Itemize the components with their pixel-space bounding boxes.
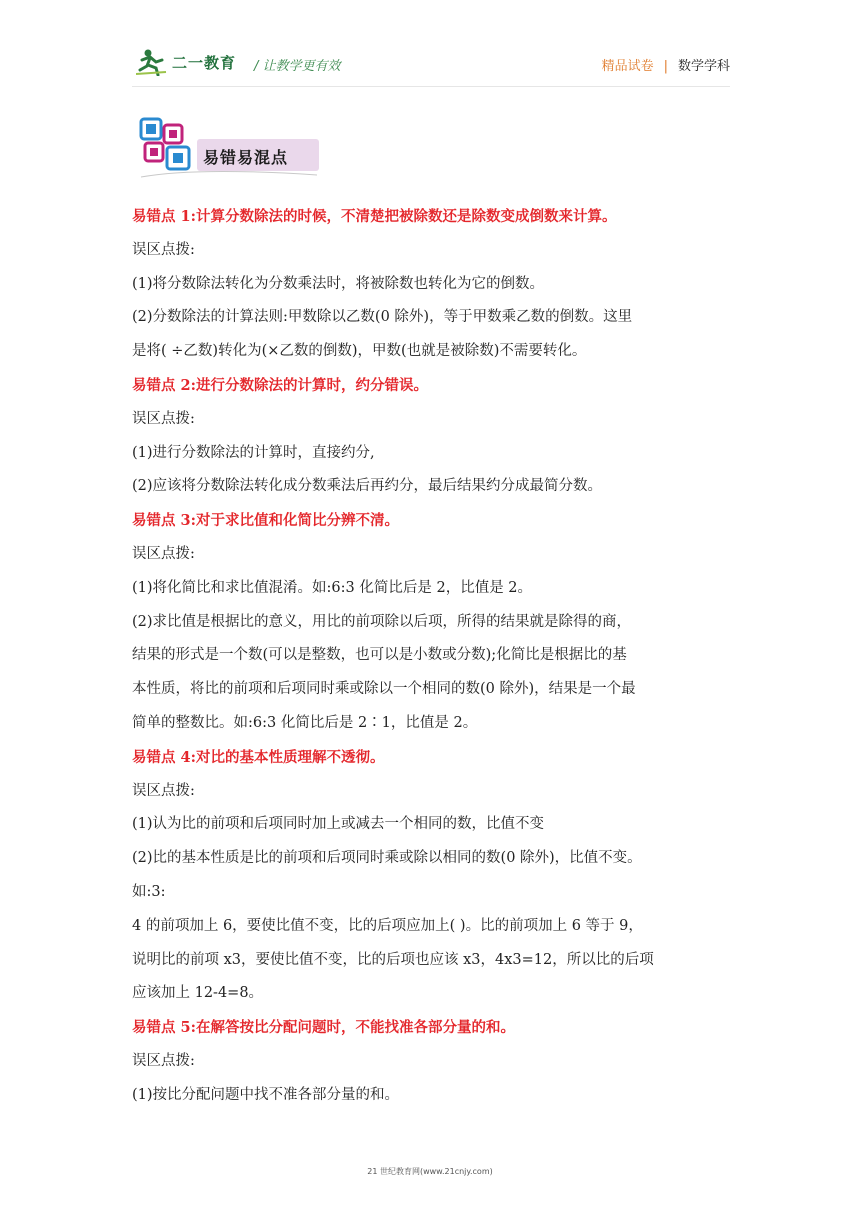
text-line: (2)求比值是根据比的意义，用比的前项除以后项，所得的结果就是除得的商，	[132, 613, 632, 630]
page-footer: 21 世纪教育网(www.21cnjy.com)	[367, 1167, 493, 1176]
text-line: (2)分数除法的计算法则:甲数除以乙数(0 除外)，等于甲数乘乙数的倒数。这里	[132, 309, 633, 326]
header-subject-name: 数学学科	[677, 59, 730, 74]
header-subject	[602, 55, 730, 74]
text-line: 简单的整数比。如:6:3 化简比后是 2∶1，比值是 2。	[132, 714, 478, 731]
section-title: 易错易混点	[203, 148, 289, 167]
text-line: 说明比的前项 x3，要使比值不变，比的后项也应该 x3，4x3=12，所以比的后项	[132, 951, 654, 968]
text-line: (2)应该将分数除法转化成分数乘法后再约分，最后结果约分成最简分数。	[132, 478, 603, 495]
text-line: (1)认为比的前项和后项同时加上或减去一个相同的数，比值不变	[132, 816, 545, 833]
text-line: 如:3:	[132, 883, 166, 900]
header-divider	[132, 86, 730, 87]
error-point-heading: 易错点 2:进行分数除法的计算时，约分错误。	[132, 376, 428, 394]
text-line: 误区点拨:	[132, 1052, 195, 1069]
page-header	[132, 42, 730, 82]
header-category: 精品试卷	[601, 59, 654, 74]
text-line: 误区点拨:	[132, 782, 195, 799]
text-line: 4 的前项加上 6，要使比值不变，比的后项应加上( )。比的前项加上 6 等于 9，	[132, 917, 643, 934]
slogan: / 让教学更有效	[254, 59, 341, 74]
text-line: (1)将化简比和求比值混淆。如:6:3 化简比后是 2，比值是 2。	[132, 579, 533, 596]
text-line: 误区点拨:	[132, 545, 195, 562]
text-line: (2)比的基本性质是比的前项和后项同时乘或除以相同的数(0 除外)，比值不变。	[132, 850, 642, 867]
text-line: 误区点拨:	[132, 410, 195, 427]
text-line: (1)按比分配问题中找不准各部分量的和。	[132, 1086, 400, 1103]
content-body	[132, 200, 732, 1113]
text-line: 应该加上 12-4=8。	[132, 985, 264, 1002]
text-line: 误区点拨:	[132, 241, 195, 258]
section-badge	[137, 117, 325, 179]
error-point-heading: 易错点 5:在解答按比分配问题时，不能找准各部分量的和。	[132, 1019, 515, 1037]
header-separator: |	[663, 59, 668, 74]
text-line: (1)进行分数除法的计算时，直接约分,	[132, 444, 375, 461]
text-line: (1)将分数除法转化为分数乘法时，将被除数也转化为它的倒数。	[132, 275, 545, 292]
error-point-heading: 易错点 1:计算分数除法的时候，不清楚把被除数还是除数变成倒数来计算。	[132, 208, 617, 225]
error-point-heading: 易错点 3:对于求比值和化简比分辨不清。	[132, 512, 399, 530]
text-line: 是将( ÷乙数)转化为(×乙数的倒数)，甲数(也就是被除数)不需要转化。	[132, 343, 587, 360]
text-line: 本性质，将比的前项和后项同时乘或除以一个相同的数(0 除外)，结果是一个最	[132, 681, 636, 698]
text-line: 结果的形式是一个数(可以是整数，也可以是小数或分数);化简比是根据比的基	[132, 647, 627, 664]
error-point-heading: 易错点 4:对比的基本性质理解不透彻。	[132, 748, 385, 766]
logo-text: 二一教育	[172, 54, 237, 72]
